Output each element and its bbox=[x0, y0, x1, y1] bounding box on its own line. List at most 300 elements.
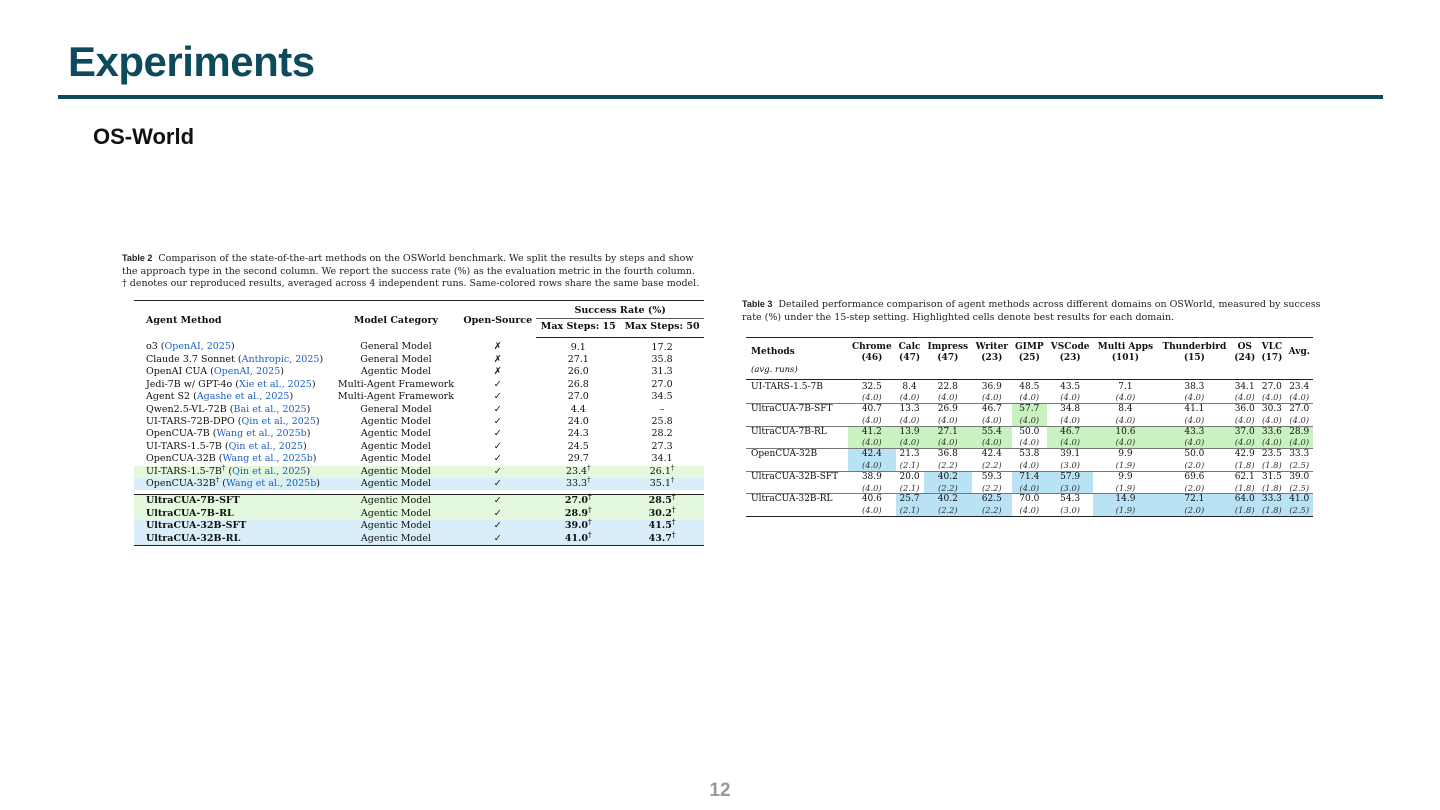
ultracua-row bbox=[134, 508, 704, 520]
value-cell: 41.2 bbox=[848, 426, 895, 437]
runs-cell: (3.0) bbox=[1047, 483, 1093, 494]
value-cell: 40.6 bbox=[848, 494, 895, 505]
value-cell: 46.7 bbox=[1047, 426, 1093, 437]
value-cell: 14.9 bbox=[1093, 494, 1157, 505]
column-name: OS bbox=[1237, 342, 1252, 352]
value-cell: 57.9 bbox=[1047, 471, 1093, 482]
col-calc bbox=[896, 338, 924, 364]
runs-cell: (1.9) bbox=[1115, 460, 1136, 471]
citation-link[interactable]: Qin et al., 2025 bbox=[232, 465, 307, 477]
table-row bbox=[134, 391, 704, 403]
value: 27.3 bbox=[651, 440, 673, 452]
check-icon: ✓ bbox=[493, 507, 502, 519]
check-icon: ✓ bbox=[493, 477, 502, 489]
method-name: Agent S2 bbox=[146, 391, 191, 403]
method-cell: UI-TARS-1.5-7B bbox=[751, 381, 823, 392]
runs-cell: (2.1) bbox=[899, 482, 920, 493]
slide-title: Experiments bbox=[68, 38, 315, 85]
table-row bbox=[134, 416, 704, 428]
citation-link[interactable]: Wang et al., 2025b bbox=[216, 428, 307, 440]
steps50-cell bbox=[620, 504, 704, 520]
value-cell: 50.0 bbox=[1158, 449, 1232, 460]
value: 24.0 bbox=[567, 415, 589, 427]
agent-method-cell: OpenCUA-7B (Wang et al., 2025b) bbox=[146, 428, 311, 440]
runs-cell: (4.0) bbox=[1231, 437, 1258, 448]
value-cell: 39.1 bbox=[1047, 449, 1093, 460]
model-category-cell: Agentic Model bbox=[360, 428, 431, 440]
citation-link[interactable]: OpenAI, 2025 bbox=[213, 366, 281, 378]
check-icon: ✓ bbox=[493, 520, 502, 532]
column-name: Chrome bbox=[851, 342, 892, 352]
runs-cell: (1.8) bbox=[1262, 460, 1282, 471]
runs-cell: (4.0) bbox=[1060, 414, 1080, 425]
runs-cell: (2.2) bbox=[972, 505, 1012, 516]
steps15-cell bbox=[536, 441, 620, 453]
value: 27.1 bbox=[567, 353, 589, 365]
value: 41.0 bbox=[564, 532, 589, 544]
value: 9.1 bbox=[570, 341, 586, 353]
citation-link[interactable]: Agashe et al., 2025 bbox=[196, 391, 290, 403]
value: 34.5 bbox=[651, 391, 673, 403]
runs-cell: (4.0) bbox=[1285, 437, 1313, 448]
method-spacer bbox=[746, 392, 848, 403]
runs-row bbox=[746, 415, 1313, 426]
dagger-mark: † bbox=[221, 463, 226, 472]
column-name: Thunderbird bbox=[1162, 342, 1227, 352]
runs-cell: (2.0) bbox=[1158, 505, 1232, 516]
steps50-cell bbox=[620, 441, 704, 453]
value-cell: 70.0 bbox=[1012, 494, 1047, 505]
value: 30.2 bbox=[648, 507, 672, 519]
value: 27.0 bbox=[651, 378, 673, 390]
value: 39.0 bbox=[564, 520, 589, 532]
value-cell: 40.7 bbox=[848, 404, 895, 415]
ultracua-row bbox=[134, 520, 704, 532]
value: 31.3 bbox=[651, 366, 673, 378]
agent-method-cell: UltraCUA-32B-RL bbox=[134, 533, 333, 546]
value-cell: 42.9 bbox=[1231, 449, 1258, 460]
runs-cell: (3.0) bbox=[1047, 505, 1093, 516]
column-count: (46) bbox=[861, 352, 883, 363]
value-cell: 31.5 bbox=[1258, 471, 1285, 482]
steps15-cell bbox=[536, 391, 620, 403]
value-cell: 28.9 bbox=[1285, 426, 1313, 437]
dagger-mark: † bbox=[671, 492, 676, 502]
table-row bbox=[134, 453, 704, 465]
runs-cell: (4.0) bbox=[1289, 392, 1310, 403]
value-cell: 55.4 bbox=[972, 426, 1012, 437]
col-methods: Methods bbox=[746, 338, 848, 364]
value: 35.1 bbox=[649, 477, 671, 489]
value-cell: 22.8 bbox=[937, 381, 958, 392]
method-spacer bbox=[746, 415, 848, 426]
runs-cell: (2.2) bbox=[981, 460, 1002, 471]
agent-method-cell: UltraCUA-32B-SFT bbox=[146, 520, 247, 532]
value-cell: 62.1 bbox=[1231, 471, 1258, 482]
runs-cell: (4.0) bbox=[1012, 415, 1047, 426]
value-cell: 27.1 bbox=[924, 426, 972, 437]
column-count: (17) bbox=[1261, 352, 1283, 363]
check-icon: ✓ bbox=[493, 465, 502, 477]
runs-cell: (4.0) bbox=[924, 437, 972, 448]
model-category-cell: General Model bbox=[360, 353, 432, 365]
table-row bbox=[746, 426, 1313, 437]
citation-link[interactable]: Qin et al., 2025 bbox=[228, 440, 303, 452]
value-cell: 27.0 bbox=[1261, 381, 1282, 392]
method-cell: UltraCUA-32B-RL bbox=[746, 494, 848, 505]
value-cell: 33.6 bbox=[1258, 426, 1285, 437]
steps15-cell bbox=[536, 337, 620, 354]
runs-cell: (4.0) bbox=[1012, 505, 1047, 516]
check-icon: ✓ bbox=[493, 391, 502, 403]
runs-cell: (4.0) bbox=[1158, 437, 1232, 448]
runs-cell: (4.0) bbox=[981, 414, 1002, 425]
dagger-mark: † bbox=[588, 504, 592, 514]
steps50-cell bbox=[620, 391, 704, 403]
runs-cell: (4.0) bbox=[1289, 414, 1310, 425]
steps50-cell bbox=[620, 428, 704, 440]
value-cell: 25.7 bbox=[896, 494, 924, 505]
method-name: Jedi-7B w/ GPT-4o bbox=[146, 378, 233, 390]
runs-cell: (1.9) bbox=[1115, 482, 1136, 493]
method-spacer bbox=[746, 460, 848, 471]
table-row bbox=[134, 337, 704, 354]
runs-cell: (4.0) bbox=[1234, 414, 1255, 425]
runs-cell: (2.0) bbox=[1184, 482, 1205, 493]
model-category-cell: Agentic Model bbox=[360, 366, 431, 378]
steps15-cell bbox=[536, 428, 620, 440]
agent-method-cell: o3 (OpenAI, 2025) bbox=[146, 341, 235, 353]
value-cell: 69.6 bbox=[1158, 471, 1232, 482]
dagger-mark: † bbox=[671, 517, 676, 527]
column-count: (24) bbox=[1234, 352, 1256, 363]
citation-link[interactable]: Xie et al., 2025 bbox=[238, 378, 312, 390]
runs-cell: (4.0) bbox=[848, 460, 895, 471]
runs-cell: (1.8) bbox=[1234, 460, 1255, 471]
method-name: OpenCUA-7B bbox=[146, 428, 210, 440]
value-cell: 72.1 bbox=[1158, 494, 1232, 505]
col-thunderbird bbox=[1158, 338, 1232, 364]
dagger-mark: † bbox=[587, 463, 591, 472]
runs-cell: (4.0) bbox=[1262, 414, 1282, 425]
method-name: OpenCUA-32B bbox=[146, 453, 216, 465]
model-category-cell: Agentic Model bbox=[360, 507, 431, 519]
dagger-mark: † bbox=[671, 529, 676, 539]
value-cell: 71.4 bbox=[1012, 471, 1047, 482]
cross-icon: ✗ bbox=[493, 353, 502, 365]
runs-cell: (4.0) bbox=[1019, 460, 1040, 471]
value-cell: 59.3 bbox=[972, 471, 1012, 482]
method-name: OpenAI CUA bbox=[146, 366, 208, 378]
value: 33.3 bbox=[565, 477, 588, 489]
col-gimp bbox=[1012, 338, 1047, 364]
col-os bbox=[1231, 338, 1258, 364]
check-icon: ✓ bbox=[493, 403, 502, 415]
model-category-cell: General Model bbox=[360, 341, 432, 353]
runs-cell: (4.0) bbox=[896, 437, 924, 448]
value: 28.5 bbox=[648, 495, 672, 507]
column-name: Multi Apps bbox=[1097, 342, 1154, 352]
value-cell: 36.8 bbox=[924, 449, 972, 460]
value: 4.4 bbox=[570, 403, 586, 415]
column-name: Impress bbox=[927, 342, 969, 352]
value-cell: 7.1 bbox=[1118, 381, 1133, 392]
value-cell: 26.9 bbox=[924, 404, 972, 415]
value-cell: 38.9 bbox=[848, 471, 895, 482]
steps50-cell bbox=[620, 453, 704, 465]
col-writer bbox=[972, 338, 1012, 364]
page-number: 12 bbox=[709, 780, 731, 801]
method-name: OpenCUA-32B bbox=[146, 477, 216, 489]
steps50-cell bbox=[620, 337, 704, 354]
table3-caption bbox=[742, 298, 1322, 324]
runs-cell: (4.0) bbox=[1060, 392, 1080, 403]
table-row bbox=[746, 379, 1313, 392]
column-count: (47) bbox=[899, 352, 921, 363]
runs-cell: (4.0) bbox=[848, 437, 895, 448]
value-cell: 9.9 bbox=[1093, 449, 1157, 460]
model-category-cell: General Model bbox=[360, 403, 432, 415]
citation-link[interactable]: Qin et al., 2025 bbox=[241, 415, 316, 427]
steps15-cell bbox=[536, 475, 620, 490]
value-cell: 42.4 bbox=[848, 449, 895, 460]
steps50-cell bbox=[620, 379, 704, 391]
model-category-cell: Agentic Model bbox=[360, 520, 431, 532]
runs-cell: (3.0) bbox=[1060, 460, 1080, 471]
value: 35.8 bbox=[651, 353, 673, 365]
steps50-cell bbox=[620, 517, 704, 532]
table-row bbox=[134, 354, 704, 366]
value: 28.9 bbox=[564, 507, 589, 519]
citation-link[interactable]: Bai et al., 2025 bbox=[233, 403, 307, 415]
table-row bbox=[134, 441, 704, 453]
runs-cell: (2.2) bbox=[981, 482, 1002, 493]
value-cell: 38.3 bbox=[1184, 381, 1205, 392]
column-count: (15) bbox=[1183, 352, 1205, 363]
agent-method-cell: OpenCUA-32B† (Wang et al., 2025b) bbox=[146, 475, 320, 489]
value-cell: 23.5 bbox=[1258, 449, 1285, 460]
col-multi-apps bbox=[1093, 338, 1157, 364]
citation-link[interactable]: Wang et al., 2025b bbox=[225, 477, 317, 489]
agent-method-cell: UltraCUA-7B-RL bbox=[146, 507, 234, 519]
column-count: (101) bbox=[1111, 352, 1140, 363]
dagger-mark: † bbox=[215, 475, 220, 484]
column-count: (23) bbox=[1059, 352, 1081, 363]
runs-cell: (4.0) bbox=[1115, 392, 1136, 403]
value: 17.2 bbox=[651, 341, 673, 353]
dagger-mark: † bbox=[670, 475, 675, 484]
check-icon: ✓ bbox=[493, 415, 502, 427]
header-spacer bbox=[848, 363, 1313, 379]
value: – bbox=[659, 403, 665, 415]
col-open-source: Open-Source bbox=[459, 300, 536, 337]
col-steps-15: Max Steps: 15 bbox=[536, 318, 620, 337]
col-steps-50: Max Steps: 50 bbox=[620, 318, 704, 337]
col-chrome bbox=[848, 338, 895, 364]
value: 26.8 bbox=[567, 378, 589, 390]
table-row bbox=[746, 449, 1313, 460]
runs-cell: (2.5) bbox=[1289, 460, 1310, 471]
steps50-cell bbox=[620, 492, 704, 508]
runs-cell: (1.8) bbox=[1262, 482, 1282, 493]
column-count: (47) bbox=[937, 352, 959, 363]
value-cell: 41.0 bbox=[1285, 494, 1313, 505]
method-spacer bbox=[746, 483, 848, 494]
value-cell: 43.5 bbox=[1060, 381, 1081, 392]
runs-cell: (4.0) bbox=[937, 392, 958, 403]
check-icon: ✓ bbox=[459, 495, 536, 508]
agent-method-cell: UI-TARS-1.5-7B† (Qin et al., 2025) bbox=[146, 463, 311, 477]
dagger-mark: † bbox=[588, 517, 592, 527]
runs-cell: (4.0) bbox=[1012, 483, 1047, 494]
value-cell: 27.0 bbox=[1285, 404, 1313, 415]
agent-method-cell: Qwen2.5-VL-72B (Bai et al., 2025) bbox=[146, 403, 311, 415]
value: 26.0 bbox=[567, 366, 589, 378]
check-icon: ✓ bbox=[493, 428, 502, 440]
value-cell: 54.3 bbox=[1047, 494, 1093, 505]
agent-method-cell: OpenAI CUA (OpenAI, 2025) bbox=[146, 366, 284, 378]
runs-cell: (4.0) bbox=[1184, 392, 1205, 403]
runs-cell: (2.2) bbox=[924, 505, 972, 516]
steps15-cell bbox=[536, 354, 620, 366]
column-name: Calc bbox=[898, 342, 921, 352]
column-name: GIMP bbox=[1014, 342, 1044, 352]
steps15-cell bbox=[536, 504, 620, 520]
runs-row bbox=[746, 392, 1313, 403]
value-cell: 53.8 bbox=[1012, 449, 1047, 460]
col-impress bbox=[924, 338, 972, 364]
check-icon: ✓ bbox=[459, 533, 536, 546]
table-row bbox=[746, 494, 1313, 505]
value: 27.0 bbox=[567, 391, 589, 403]
model-category-cell: Multi-Agent Framework bbox=[337, 378, 454, 390]
citation-link[interactable]: OpenAI, 2025 bbox=[164, 341, 231, 353]
check-icon: ✓ bbox=[493, 440, 502, 452]
value-cell: 8.4 bbox=[902, 381, 917, 392]
value-cell: 46.7 bbox=[972, 404, 1012, 415]
table2-caption bbox=[122, 252, 702, 291]
value-cell: 36.0 bbox=[1231, 404, 1258, 415]
value: 24.3 bbox=[567, 428, 589, 440]
runs-cell: (4.0) bbox=[1184, 414, 1205, 425]
dagger-mark: † bbox=[671, 504, 676, 514]
section-subtitle: OS-World bbox=[93, 124, 195, 149]
citation-link[interactable]: Wang et al., 2025b bbox=[222, 453, 313, 465]
value-cell: 62.5 bbox=[972, 494, 1012, 505]
value: 28.2 bbox=[651, 428, 673, 440]
value-cell: 57.7 bbox=[1012, 404, 1047, 415]
agent-method-cell: UltraCUA-7B-SFT bbox=[134, 495, 333, 508]
value: 26.1 bbox=[649, 465, 671, 477]
runs-cell: (4.0) bbox=[1262, 392, 1282, 403]
model-category-cell: Agentic Model bbox=[333, 533, 459, 546]
table-row bbox=[134, 404, 704, 416]
table2-caption-label: Table 2 bbox=[122, 253, 153, 263]
runs-cell: (4.0) bbox=[1019, 437, 1040, 448]
runs-cell: (4.0) bbox=[862, 414, 882, 425]
model-category-cell: Multi-Agent Framework bbox=[337, 391, 454, 403]
table2-caption-text: Comparison of the state-of-the-art methods on the OSWorld benchmark. We split the results by steps and show the approach type in the second column. We report the success rate (%) as the evaluation metric in the fourth column. † denotes our reproduced results, averaged across 4 independent runs. Same-colored rows share the same base model. bbox=[122, 253, 700, 289]
value-cell: 39.0 bbox=[1285, 471, 1313, 482]
steps15-cell bbox=[536, 416, 620, 428]
table2-figure bbox=[122, 252, 700, 546]
value-cell: 8.4 bbox=[1093, 404, 1157, 415]
runs-cell: (2.2) bbox=[937, 460, 958, 471]
method-spacer bbox=[746, 437, 848, 448]
value: 34.1 bbox=[651, 453, 673, 465]
model-category-cell: Agentic Model bbox=[360, 453, 431, 465]
value-cell: 40.2 bbox=[924, 471, 972, 482]
table3 bbox=[746, 337, 1313, 517]
agent-method-cell: Claude 3.7 Sonnet (Anthropic, 2025) bbox=[146, 353, 324, 365]
value-cell: 42.4 bbox=[972, 449, 1012, 460]
steps50-cell bbox=[620, 366, 704, 378]
method-cell: UltraCUA-7B-SFT bbox=[746, 404, 848, 415]
steps15-cell bbox=[536, 366, 620, 378]
column-name: Avg. bbox=[1288, 347, 1310, 358]
agent-method-cell: Agent S2 (Agashe et al., 2025) bbox=[146, 391, 294, 403]
table3-figure bbox=[742, 298, 1322, 517]
col-agent-method: Agent Method bbox=[134, 300, 333, 337]
method-name: Claude 3.7 Sonnet bbox=[146, 353, 235, 365]
steps15-cell bbox=[536, 529, 620, 546]
steps50-cell bbox=[620, 416, 704, 428]
value-cell: 50.0 bbox=[1012, 426, 1047, 437]
steps50-cell bbox=[620, 529, 704, 546]
title-divider bbox=[58, 95, 1383, 99]
runs-cell: (4.0) bbox=[1093, 437, 1157, 448]
value: 25.8 bbox=[651, 415, 673, 427]
agent-method-cell: Jedi-7B w/ GPT-4o (Xie et al., 2025) bbox=[146, 378, 316, 390]
table-row bbox=[134, 379, 704, 391]
model-category-cell: Agentic Model bbox=[333, 495, 459, 508]
runs-cell: (4.0) bbox=[1115, 414, 1136, 425]
value-cell: 32.5 bbox=[861, 381, 882, 392]
table-row bbox=[746, 471, 1313, 482]
method-cell: UltraCUA-32B-SFT bbox=[746, 471, 848, 482]
dagger-mark: † bbox=[587, 475, 591, 484]
value: 29.7 bbox=[567, 453, 589, 465]
runs-cell: (4.0) bbox=[848, 505, 895, 516]
steps50-cell bbox=[620, 463, 704, 478]
value-cell: 34.1 bbox=[1234, 381, 1255, 392]
citation-link[interactable]: Anthropic, 2025 bbox=[241, 353, 320, 365]
runs-row bbox=[746, 505, 1313, 516]
steps50-cell bbox=[620, 475, 704, 490]
runs-cell: (2.5) bbox=[1285, 505, 1313, 516]
value-cell: 30.3 bbox=[1258, 404, 1285, 415]
runs-cell: (2.2) bbox=[924, 483, 972, 494]
steps15-cell bbox=[536, 379, 620, 391]
runs-cell: (1.8) bbox=[1258, 505, 1285, 516]
method-spacer bbox=[746, 505, 848, 516]
model-category-cell: Agentic Model bbox=[360, 477, 431, 489]
value: 24.5 bbox=[567, 440, 589, 452]
steps50-cell bbox=[620, 354, 704, 366]
value: 27.0 bbox=[564, 495, 589, 507]
dagger-mark: † bbox=[588, 529, 592, 539]
runs-cell: (4.0) bbox=[1047, 437, 1093, 448]
method-name: UI-TARS-1.5-7B bbox=[146, 440, 222, 452]
table-row bbox=[134, 428, 704, 440]
steps15-cell bbox=[536, 517, 620, 532]
value-cell: 10.6 bbox=[1093, 426, 1157, 437]
check-icon: ✓ bbox=[493, 453, 502, 465]
dagger-mark: † bbox=[670, 463, 675, 472]
runs-cell: (1.9) bbox=[1093, 505, 1157, 516]
table2 bbox=[134, 300, 704, 547]
agent-method-cell: OpenCUA-32B (Wang et al., 2025b) bbox=[146, 453, 317, 465]
